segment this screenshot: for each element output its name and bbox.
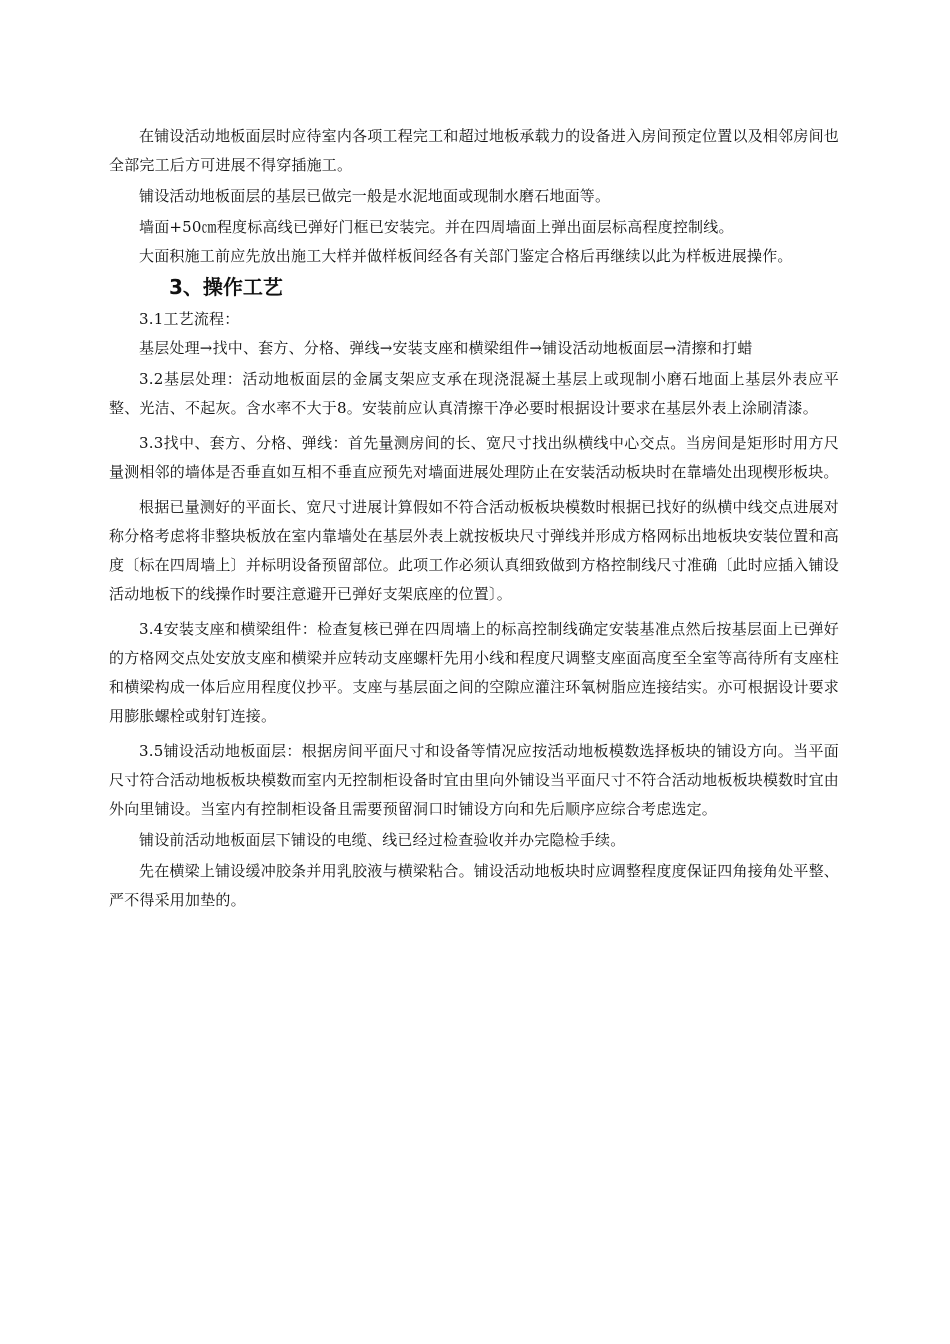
paragraph-support-install: 3.4安装支座和横梁组件：检查复核已弹在四周墙上的标高控制线确定安装基准点然后按基层面上已弹好的方格网交点处安放支座和横梁并应转动支座螺杆先用小线和程度尺调整支座面高度至全室等高待所有支座柱和横梁构成一体后应用程度仪抄平。支座与基层面之间的空隙应灌注环氧树脂应连接结实。亦可根据设计要求用膨胀螺栓或射钉连接。 [109,620,839,725]
paragraph-line-marking: 3.3找中、套方、分格、弹线：首先量测房间的长、宽尺寸找出纵横线中心交点。当房间是矩形时用方尺量测相邻的墙体是否垂直如互相不垂直应预先对墙面进展处理防止在安装活动板块时在靠墙处出现楔形板块。 [109,434,839,481]
paragraph-base-layer: 铺设活动地板面层的基层已做完一般是水泥地面或现制水磨石地面等。 [139,187,611,205]
paragraph-process-flow-title: 3.1工艺流程： [139,310,240,328]
paragraph-sample-room: 大面积施工前应先放出施工大样并做样板间经各有关部门鉴定合格后再继续以此为样板进展操作。 [139,247,793,265]
paragraph-floor-laying-precondition: 在铺设活动地板面层时应待室内各项工程完工和超过地板承载力的设备进入房间预定位置以及相邻房间也全部完工后方可进展不得穿插施工。 [109,127,839,174]
paragraph-cable-inspection: 铺设前活动地板面层下铺设的电缆、线已经过检查验收并办完隐检手续。 [139,831,626,849]
document-page [109,122,839,915]
paragraph-process-flow: 基层处理→找中、套方、分格、弹线→安装支座和横梁组件→铺设活动地板面层→清擦和打蜡 [139,339,753,357]
paragraph-buffer-strip: 先在横梁上铺设缓冲胶条并用乳胶液与横梁粘合。铺设活动地板块时应调整程度度保证四角接角处平整、严不得采用加垫的。 [109,862,839,909]
paragraph-elevation-line: 墙面+50㎝程度标高线已弹好门框已安装完。并在四周墙面上弹出面层标高程度控制线。 [139,218,734,236]
paragraph-grid-layout: 根据已量测好的平面长、宽尺寸进展计算假如不符合活动板板块模数时根据已找好的纵横中线交点进展对称分格考虑将非整块板放在室内靠墙处在基层外表上就按板块尺寸弹线并形成方格网标出地板块安装位置和高度〔标在四周墙上〕并标明设备预留部位。此项工作必须认真细致做到方格控制线尺寸准确〔此时应插入铺设活动地板下的线操作时要注意避开已弹好支架底座的位置〕。 [109,498,839,603]
section-heading: 3、操作工艺 [169,275,283,299]
paragraph-floor-laying: 3.5铺设活动地板面层：根据房间平面尺寸和设备等情况应按活动地板模数选择板块的铺设方向。当平面尺寸符合活动地板板块模数而室内无控制柜设备时宜由里向外铺设当平面尺寸不符合活动地板板块模数时宜由外向里铺设。当室内有控制柜设备且需要预留洞口时铺设方向和先后顺序应综合考虑选定。 [109,742,839,818]
paragraph-base-treatment: 3.2基层处理：活动地板面层的金属支架应支承在现浇混凝土基层上或现制小磨石地面上基层外表应平整、光洁、不起灰。含水率不大于8。安装前应认真清擦干净必要时根据设计要求在基层外表上涂刷清漆。 [109,370,839,417]
